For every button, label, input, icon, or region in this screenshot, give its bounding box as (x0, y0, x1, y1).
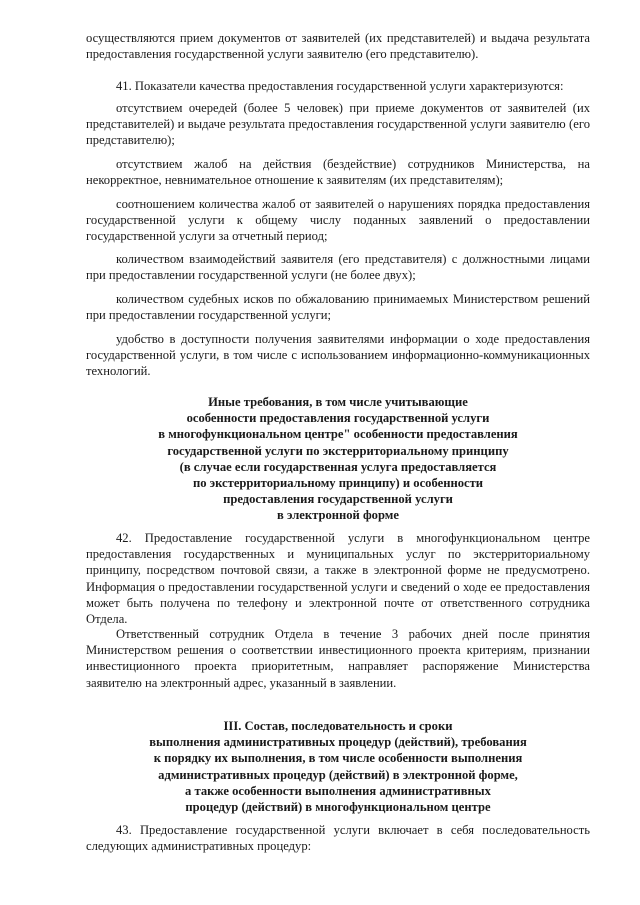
heading-line: а также особенности выполнения административных (185, 783, 491, 798)
heading-line: в многофункциональном центре" особенности предоставления (158, 427, 518, 442)
paragraph-41-accessibility: удобство в доступности получения заявителями информации о ходе предоставления государственной услуги, в том числе с использованием информационно-коммуникационных технологий. (86, 332, 590, 379)
heading-line: административных процедур (действий) в электронной форме, (158, 767, 518, 782)
heading-line: Иные требования, в том числе учитывающие (208, 395, 468, 409)
paragraph-intro: осуществляются прием документов от заявителей (их представителей) и выдача результата предоставления государственной услуги заявителю (его представителю). (86, 31, 590, 62)
heading-line: (в случае если государственная услуга предоставляется (179, 459, 497, 474)
heading-line: к порядку их выполнения, в том числе особенности выполнения (153, 751, 523, 766)
heading-line: процедур (действий) в многофункциональном центре (185, 800, 491, 815)
paragraph-41-interactions: количеством взаимодействий заявителя (его представителя) с должностными лицами при предоставлении государственной услуги (не более двух); (86, 252, 590, 283)
paragraph-41: 41. Показатели качества предоставления государственной услуги характеризуются: (116, 79, 564, 93)
paragraph-41-complaints: отсутствием жалоб на действия (бездействие) сотрудников Министерства, на некорректное, невнимательное отношение к заявителям (их представителям); (86, 157, 590, 188)
paragraph-43: 43. Предоставление государственной услуги включает в себя последовательность следующих административных процедур: (86, 823, 590, 854)
paragraph-41-queues: отсутствием очередей (более 5 человек) при приеме документов от заявителей (их представителей) и выдаче результата предоставления государственной услуги заявителю (его представителю); (86, 101, 590, 148)
heading-line: выполнения административных процедур (действий), требования (149, 735, 527, 750)
heading-line: III. Состав, последовательность и сроки (223, 719, 453, 733)
heading-line: по экстерриториальному принципу) и особенности (192, 476, 484, 491)
heading-line: особенности предоставления государственной услуги (186, 411, 490, 426)
heading-section-3 (86, 718, 590, 815)
heading-line: государственной услуги по экстерриториальному принципу (167, 443, 509, 458)
paragraph-42: 42. Предоставление государственной услуги в многофункциональном центре предоставления государственных и муниципальных услуг по экстерриториальному принципу, посредством почтовой связи, а также в электронной форме не предусмотрено. Информация о предоставлении государственной услуги и сведений о ходе ее предоставления может быть получена по телефону и электронной почте от ответственного сотрудника Отдела. (86, 531, 590, 627)
paragraph-41-ratio: соотношением количества жалоб от заявителей о нарушениях порядка предоставления государственной услуги к общему числу поданных заявлений о предоставлении государственной услуги за отчетный период; (86, 197, 590, 244)
heading-line: предоставления государственной услуги (223, 492, 453, 507)
paragraph-41-lawsuits: количеством судебных исков по обжалованию принимаемых Министерством решений при предоставлении государственной услуги; (86, 292, 590, 323)
heading-line: в электронной форме (277, 508, 399, 523)
heading-other-requirements (86, 394, 590, 524)
paragraph-42-responsible: Ответственный сотрудник Отдела в течение 3 рабочих дней после принятия Министерством решения о соответствии инвестиционного проекта критериям, признании инвестиционного проекта приоритетным, направляет распоряжение Министерства заявителю на электронный адрес, указанный в заявлении. (86, 627, 590, 690)
